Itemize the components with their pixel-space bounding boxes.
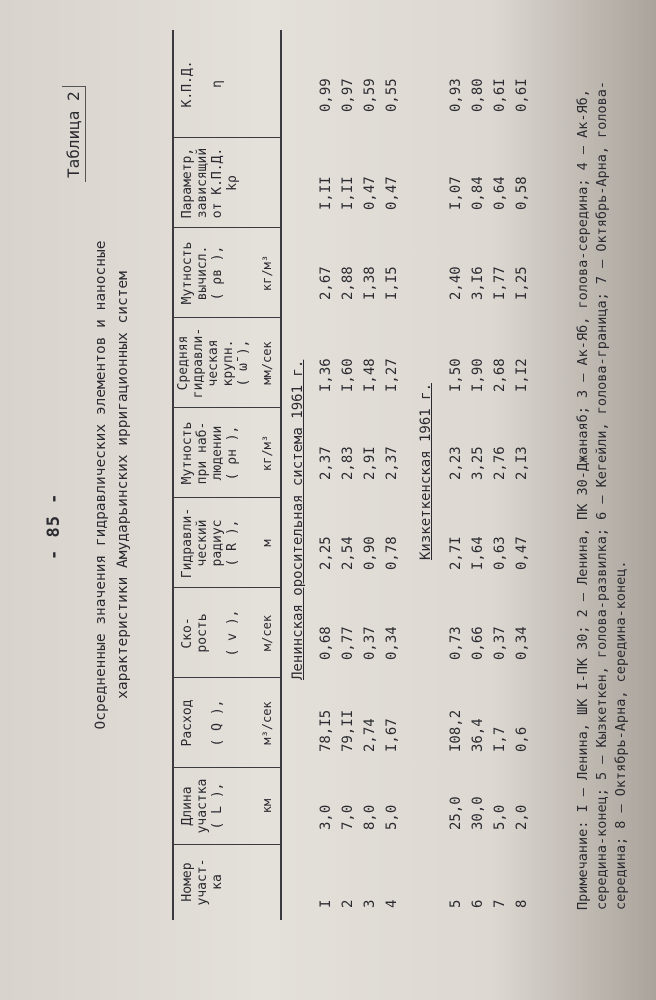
table-cell: 0,63: [492, 536, 508, 570]
table-cell: 6: [470, 899, 486, 908]
table-cell: I,60: [340, 358, 356, 392]
table-cell: I,25: [514, 266, 530, 300]
table-cell: I,77: [492, 266, 508, 300]
table-cell: 0,34: [384, 626, 400, 660]
table-cell: 0,97: [340, 78, 356, 112]
table-cell: 2,54: [340, 536, 356, 570]
table-cell: I,67: [384, 718, 400, 752]
header-computed-turbidity: Мутность вычисл. ( ρв ),: [180, 241, 225, 305]
header-efficiency-parameter: Параметр, зависящий от К.П.Д. kρ: [180, 147, 240, 219]
table-cell: 2,25: [318, 536, 334, 570]
unit-discharge: м³/сек: [260, 701, 274, 745]
title-line-1: Осредненные значения гидравлических элементов и наносные: [93, 240, 109, 730]
header-fall-velocity: Средняя гидравли- ческая крупн. ( ω̄ ),: [176, 327, 251, 399]
table-cell: 5,0: [384, 804, 400, 830]
header-observed-turbidity: Мутность при наб- людении ( ρн ),: [180, 421, 240, 485]
table-cell: 2,40: [448, 266, 464, 300]
col-divider: [172, 497, 280, 498]
table-cell: 0,47: [362, 176, 378, 210]
table-cell: 79,II: [340, 709, 356, 752]
unit-length: км: [260, 798, 274, 814]
header-discharge: Расход ( Q ),: [180, 699, 225, 747]
table-cell: 2,76: [492, 446, 508, 480]
header-length: Длина участка ( L ),: [180, 778, 225, 834]
table-cell: I: [318, 899, 334, 908]
table-cell: I08,2: [448, 709, 464, 752]
table-cell: 0,73: [448, 626, 464, 660]
table-cell: I,38: [362, 266, 378, 300]
table-cell: 2,83: [340, 446, 356, 480]
table-cell: 0,80: [470, 78, 486, 112]
table-cell: 0,6I: [514, 78, 530, 112]
table-cell: 2,88: [340, 266, 356, 300]
header-bottom-rule: [280, 30, 282, 920]
table-cell: I,36: [318, 358, 334, 392]
table-cell: 25,0: [448, 796, 464, 830]
table-label: Таблица 2: [62, 86, 86, 182]
table-cell: 8: [514, 899, 530, 908]
table-cell: 2,7I: [448, 536, 464, 570]
page-number: - 85 -: [44, 492, 64, 560]
unit-fall-velocity: мм/сек: [260, 341, 274, 385]
unit-radius: м: [260, 539, 274, 547]
table-cell: 0,37: [492, 626, 508, 660]
col-divider: [172, 587, 280, 588]
table-cell: 30,0: [470, 796, 486, 830]
table-note: Примечание: I – Ленина, ШК I-ПК 30; 2 – Ленина, ПК 30-Джанаяб; 3 – Ак-Яб, голова-середина; 4 – Ак-Яб, середина-конец; 5 – Кызкеткен, голова-развилка; 6 – Кегейли, голова-граница; 7 – Октябрь-Арна, голова-середина; 8 – Октябрь-Арна, середина-конец.: [575, 80, 629, 910]
table-cell: 2: [340, 899, 356, 908]
table-cell: 0,90: [362, 536, 378, 570]
table-cell: I,I5: [384, 266, 400, 300]
table-cell: 5,0: [492, 804, 508, 830]
table-cell: 8,0: [362, 804, 378, 830]
table-cell: I,I2: [514, 358, 530, 392]
table-cell: 2,37: [384, 446, 400, 480]
unit-computed-turbidity: кг/м³: [260, 254, 274, 292]
table-cell: 36,4: [470, 718, 486, 752]
table-cell: 3: [362, 899, 378, 908]
table-cell: 2,74: [362, 718, 378, 752]
table-cell: 3,25: [470, 446, 486, 480]
col-divider: [172, 227, 280, 228]
table-cell: 0,58: [514, 176, 530, 210]
unit-velocity: м/сек: [260, 614, 274, 652]
table-cell: 2,23: [448, 446, 464, 480]
table-cell: 4: [384, 899, 400, 908]
table-cell: 0,6: [514, 726, 530, 752]
table-cell: 5: [448, 899, 464, 908]
table-cell: I,II: [340, 176, 356, 210]
table-cell: I,50: [448, 358, 464, 392]
table-cell: 0,66: [470, 626, 486, 660]
table-cell: 0,68: [318, 626, 334, 660]
table-cell: 2,68: [492, 358, 508, 392]
table-cell: 0,55: [384, 78, 400, 112]
table-cell: 2,9I: [362, 446, 378, 480]
col-divider: [172, 767, 280, 768]
table-cell: I,90: [470, 358, 486, 392]
table-cell: 3,I6: [470, 266, 486, 300]
table-cell: 0,59: [362, 78, 378, 112]
table-cell: I,27: [384, 358, 400, 392]
col-divider: [172, 844, 280, 845]
table-cell: 0,47: [384, 176, 400, 210]
table-cell: 2,0: [514, 804, 530, 830]
table-cell: 7,0: [340, 804, 356, 830]
table-cell: 0,37: [362, 626, 378, 660]
table-cell: 0,64: [492, 176, 508, 210]
table-cell: 2,37: [318, 446, 334, 480]
table-cell: 0,84: [470, 176, 486, 210]
table-cell: 0,99: [318, 78, 334, 112]
table-cell: 0,77: [340, 626, 356, 660]
table-cell: 0,93: [448, 78, 464, 112]
section-title: Кизкеткенская 1961 г.: [418, 382, 434, 560]
col-divider: [172, 677, 280, 678]
table-cell: 2,I3: [514, 446, 530, 480]
section-title: Ленинская оросительная система 1961 г.: [290, 359, 306, 680]
table-top-rule: [172, 30, 174, 920]
table-cell: I,07: [448, 176, 464, 210]
table-cell: I,7: [492, 726, 508, 752]
col-divider: [172, 407, 280, 408]
table-cell: 78,I5: [318, 709, 334, 752]
col-divider: [172, 137, 280, 138]
unit-observed-turbidity: кг/м³: [260, 434, 274, 472]
title-line-2: характеристики Амударьинских ирригационных систем: [115, 271, 131, 699]
header-velocity: Ско- рость ( v ),: [180, 609, 240, 657]
header-section-number: Номер участ- ка: [180, 858, 225, 906]
col-divider: [172, 317, 280, 318]
table-cell: I,48: [362, 358, 378, 392]
table-cell: 2,67: [318, 266, 334, 300]
table-cell: I,II: [318, 176, 334, 210]
table-title: [90, 125, 134, 845]
table-cell: 0,6I: [492, 78, 508, 112]
table-cell: 0,34: [514, 626, 530, 660]
header-hydraulic-radius: Гидравли- ческий радиус ( R ),: [180, 507, 240, 579]
table-cell: I,64: [470, 536, 486, 570]
table-cell: 3,0: [318, 804, 334, 830]
header-efficiency: К.П.Д. η: [180, 60, 225, 108]
table-cell: 7: [492, 899, 508, 908]
table-cell: 0,47: [514, 536, 530, 570]
table-cell: 0,78: [384, 536, 400, 570]
